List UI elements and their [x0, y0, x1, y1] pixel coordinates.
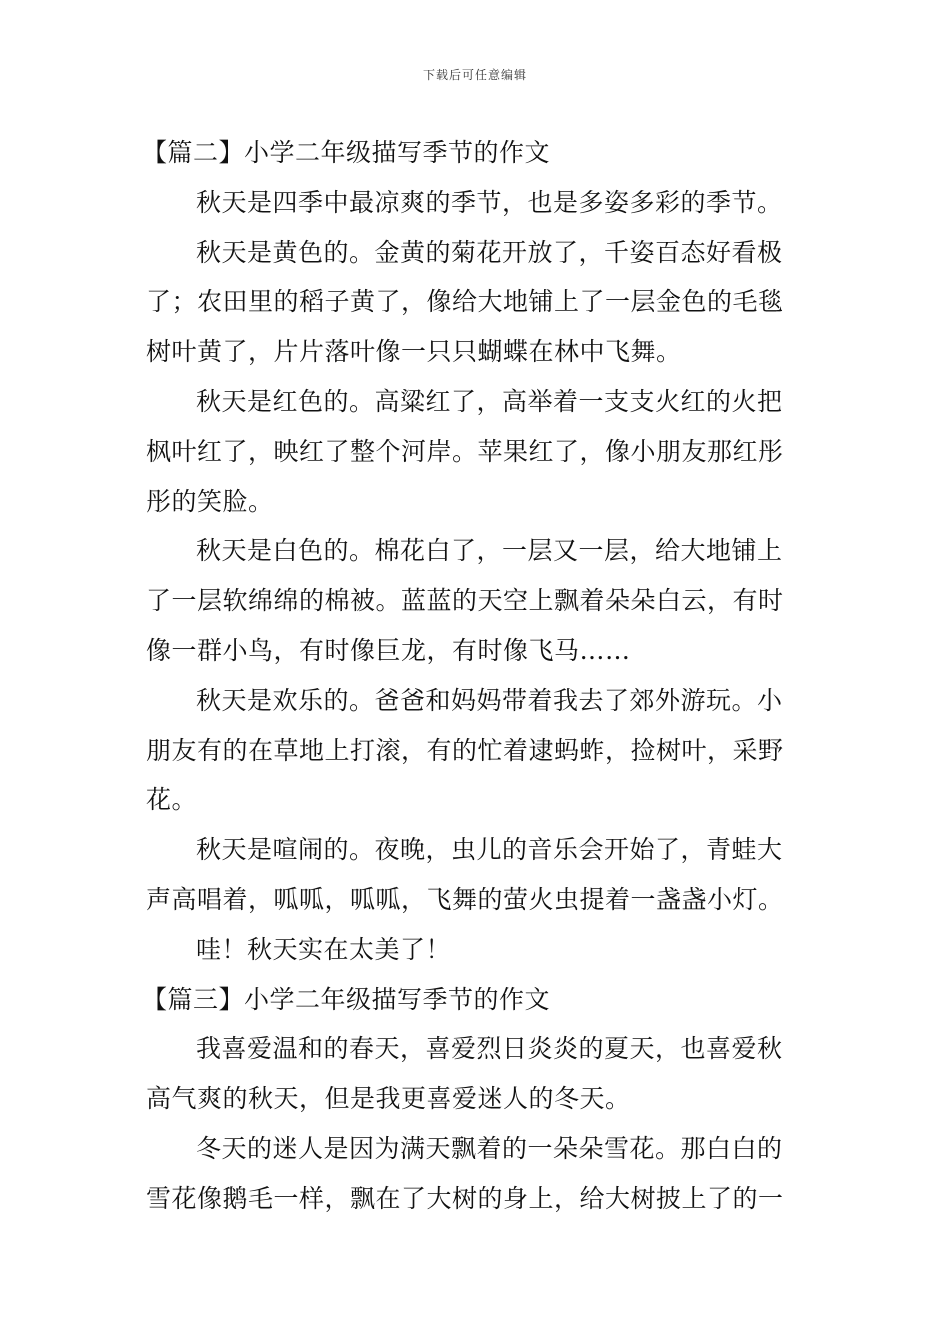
text-line: 冬天的迷人是因为满天飘着的一朵朵雪花。那白白的	[196, 1133, 783, 1163]
text-line: 秋天是欢乐的。爸爸和妈妈带着我去了郊外游玩。小	[196, 685, 783, 715]
text-line: 花。	[146, 785, 198, 815]
text-line: 了；农田里的稻子黄了，像给大地铺上了一层金色的毛毯	[146, 287, 784, 317]
section-heading: 【篇二】小学二年级描写季节的作文	[142, 138, 551, 167]
text-line: 秋天是黄色的。金黄的菊花开放了，千姿百态好看极	[196, 237, 783, 267]
text-line: 我喜爱温和的春天，喜爱烈日炎炎的夏天，也喜爱秋	[196, 1034, 783, 1064]
text-line: 雪花像鹅毛一样，飘在了大树的身上，给大树披上了的一	[146, 1183, 784, 1213]
text-line: 树叶黄了，片片落叶像一只只蝴蝶在林中飞舞。	[146, 337, 682, 367]
text-line: 高气爽的秋天，但是我更喜爱迷人的冬天。	[146, 1084, 631, 1114]
text-line: 秋天是四季中最凉爽的季节，也是多姿多彩的季节。	[196, 187, 783, 217]
page-header-note: 下载后可任意编辑	[422, 68, 527, 82]
text-line: 枫叶红了，映红了整个河岸。苹果红了，像小朋友那红彤	[146, 436, 784, 466]
section-heading: 【篇三】小学二年级描写季节的作文	[142, 984, 551, 1014]
text-line: 朋友有的在草地上打滚，有的忙着逮蚂蚱，捡树叶，采野	[146, 735, 784, 765]
text-line: 彤的笑脸。	[146, 486, 274, 516]
text-line: 秋天是喧闹的。夜晚，虫儿的音乐会开始了，青蛙大	[196, 835, 783, 865]
text-line: 了一层软绵绵的棉被。蓝蓝的天空上飘着朵朵白云，有时	[146, 586, 784, 616]
document-body	[142, 128, 808, 1224]
text-line: 哇！秋天实在太美了！	[196, 934, 452, 964]
text-line: 像一群小鸟，有时像巨龙，有时像飞马……	[146, 635, 631, 665]
text-line: 声高唱着，呱呱，呱呱，飞舞的萤火虫提着一盏盏小灯。	[146, 884, 784, 914]
text-line: 秋天是白色的。棉花白了，一层又一层，给大地铺上	[196, 536, 783, 566]
text-line: 秋天是红色的。高粱红了，高举着一支支火红的火把	[196, 386, 783, 416]
